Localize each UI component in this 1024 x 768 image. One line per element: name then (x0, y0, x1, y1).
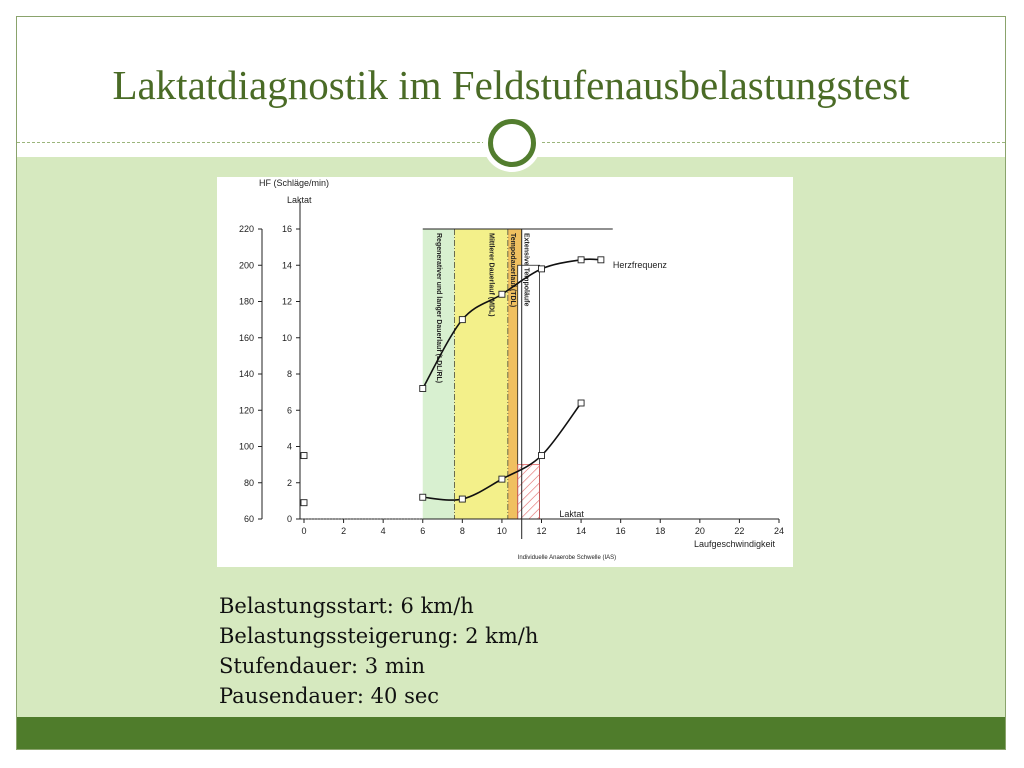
x-tick-label: 8 (459, 526, 465, 536)
x-tick-label: 18 (655, 526, 666, 536)
x-tick-label: 22 (734, 526, 745, 536)
lactate-tick-label: 14 (281, 260, 292, 271)
hf-tick-label: 60 (243, 514, 254, 524)
data-point-1-4 (578, 400, 584, 406)
data-point-0-2 (499, 291, 505, 297)
lactate-tick-label: 4 (286, 441, 292, 452)
data-point-0-5 (598, 257, 604, 263)
hf-tick-label: 180 (238, 296, 254, 307)
series-label-0: Herzfrequenz (612, 259, 667, 270)
axis-point-1 (301, 453, 307, 459)
data-point-1-1 (459, 496, 465, 502)
x-axis-title-lactate: Laktat (559, 509, 584, 519)
hf-tick-label: 80 (243, 477, 254, 488)
test-parameters-list (219, 591, 538, 711)
x-tick-label: 12 (536, 526, 547, 536)
footer-bar (17, 717, 1005, 750)
data-point-1-2 (499, 476, 505, 482)
hatch-area (518, 465, 540, 519)
hf-tick-label: 160 (238, 332, 254, 343)
x-tick-label: 16 (615, 526, 626, 536)
x-axis-title: Laufgeschwindigkeit (693, 539, 775, 549)
hf-tick-label: 100 (238, 441, 254, 452)
data-point-0-0 (420, 386, 426, 392)
lactate-tick-label: 12 (281, 296, 292, 307)
hf-tick-label: 140 (238, 369, 254, 379)
x-tick-label: 6 (420, 526, 426, 536)
info-line-stage-duration: Stufendauer: 3 min (219, 654, 425, 678)
lactate-tick-label: 2 (286, 477, 292, 488)
hf-axis-title: HF (Schläge/min) (259, 178, 330, 188)
x-tick-label: 24 (773, 526, 785, 536)
lactate-chart (217, 177, 793, 567)
zone-label-3: Extensive Tempoläufe (522, 233, 530, 307)
hf-tick-label: 220 (238, 224, 254, 234)
data-point-1-0 (420, 494, 426, 500)
data-point-0-1 (459, 317, 465, 323)
hf-tick-label: 200 (238, 260, 254, 271)
info-line-pause-duration: Pausendauer: 40 sec (219, 684, 440, 708)
info-line-increment: Belastungssteigerung: 2 km/h (219, 624, 539, 648)
x-tick-label: 2 (341, 526, 347, 536)
threshold-label: Individuelle Anaerobe Schwelle (IAS) (517, 555, 617, 561)
lactate-tick-label: 8 (286, 369, 292, 379)
info-line-start: Belastungsstart: 6 km/h (219, 594, 474, 618)
x-tick-label: 4 (380, 526, 386, 536)
lactate-tick-label: 0 (286, 514, 292, 524)
lactate-tick-label: 10 (281, 332, 292, 343)
data-point-1-3 (539, 453, 545, 459)
zone-label-0: Regenerativer und langer Dauerlauf (LDL/RL) (434, 233, 442, 384)
data-point-0-3 (539, 266, 545, 272)
slide-frame (16, 16, 1006, 750)
hf-tick-label: 120 (238, 405, 254, 416)
x-tick-label: 14 (576, 526, 587, 536)
zone-label-1: Mittlerer Dauerlauf (MDL) (487, 233, 495, 317)
axis-point-0 (301, 500, 307, 506)
x-tick-label: 10 (496, 526, 507, 536)
data-point-0-4 (578, 257, 584, 263)
divider-circle-ring (488, 119, 536, 167)
lactate-tick-label: 16 (281, 224, 292, 234)
slide-title: Laktatdiagnostik im Feldstufenausbelastungstest (112, 62, 910, 108)
zone-label-2: Tempodauerlauf (TDL) (508, 233, 516, 308)
divider-circle-icon (483, 114, 541, 172)
lactate-tick-label: 6 (286, 405, 292, 416)
x-tick-label: 0 (301, 526, 307, 536)
x-tick-label: 20 (694, 526, 705, 536)
chart-image (217, 177, 793, 567)
lactate-axis-title: Laktat (287, 195, 312, 205)
zone-band-1 (454, 229, 507, 519)
